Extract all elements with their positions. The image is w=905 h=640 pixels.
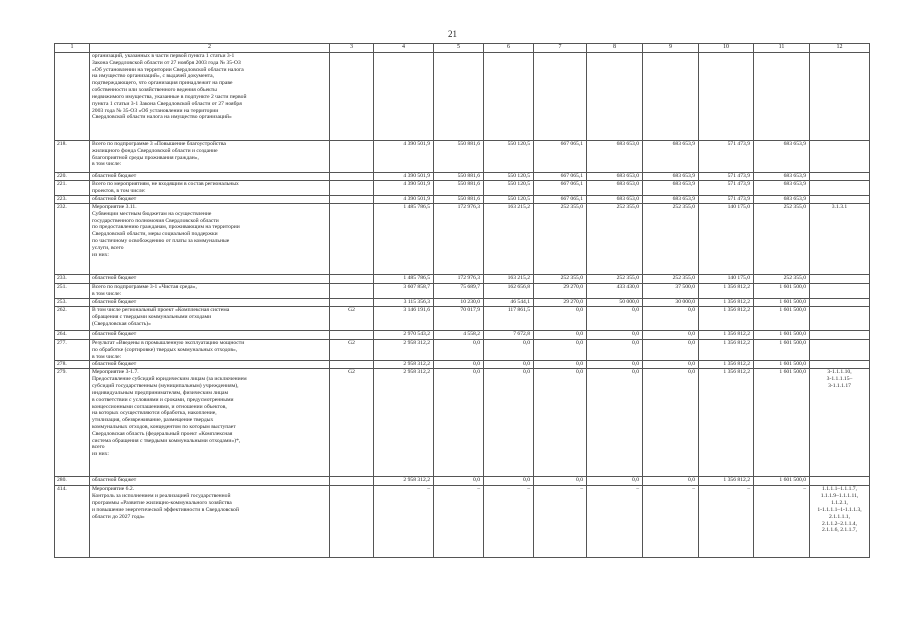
amount-cell [374, 53, 434, 141]
project-code-cell [330, 173, 374, 181]
amount-cell: 29 270,0 [534, 284, 587, 299]
project-code-cell: G2 [330, 307, 374, 331]
amount-cell: 3 607 858,7 [374, 284, 434, 299]
row-number-cell: 223. [55, 196, 90, 204]
row-description-cell: областной бюджет [90, 477, 330, 486]
amount-cell: 683 653,0 [587, 181, 643, 196]
amount-cell: 550 881,6 [434, 196, 484, 204]
table-row [55, 307, 870, 331]
amount-cell [534, 53, 587, 141]
amount-cell: – [754, 486, 810, 558]
amount-cell: 2 958 312,2 [374, 477, 434, 486]
amount-cell: 1 601 500,0 [754, 361, 810, 369]
amount-cell: 3 146 191,6 [374, 307, 434, 331]
amount-cell: 550 881,6 [434, 141, 484, 173]
amount-cell: 0,0 [534, 307, 587, 331]
amount-cell: 1 356 812,2 [699, 284, 754, 299]
amount-cell: 550 120,5 [484, 196, 534, 204]
table-row [55, 53, 870, 141]
amount-cell: 667 065,1 [534, 196, 587, 204]
amount-cell: 0,0 [587, 340, 643, 361]
amount-cell: 0,0 [643, 307, 699, 331]
row-description-cell: Всего по подпрограмме 3-1 «Чистая среда», в том числе: [90, 284, 330, 299]
amount-cell: 0,0 [643, 477, 699, 486]
row-number-cell: 251. [55, 284, 90, 299]
table-row [55, 331, 870, 340]
table-row [55, 284, 870, 299]
amount-cell: 1 356 812,2 [699, 477, 754, 486]
amount-cell: 683 653,9 [643, 196, 699, 204]
amount-cell: 140 175,0 [699, 275, 754, 284]
amount-cell: 1 356 812,2 [699, 340, 754, 361]
column-number-7: 7 [534, 44, 587, 53]
amount-cell: 683 653,0 [587, 196, 643, 204]
amount-cell: 1 601 500,0 [754, 477, 810, 486]
amount-cell: 550 120,5 [484, 141, 534, 173]
amount-cell: 1 601 500,0 [754, 307, 810, 331]
table-row [55, 477, 870, 486]
amount-cell: 550 120,5 [484, 173, 534, 181]
amount-cell: 0,0 [534, 361, 587, 369]
amount-cell: 10 230,0 [434, 299, 484, 307]
amount-cell: 1 356 812,2 [699, 369, 754, 477]
row-number-cell: 253. [55, 299, 90, 307]
project-code-cell [330, 181, 374, 196]
row-number-cell: 262. [55, 307, 90, 331]
target-indicator-cell [810, 361, 870, 369]
amount-cell: 683 653,9 [643, 181, 699, 196]
project-code-cell [330, 196, 374, 204]
row-number-cell: 277. [55, 340, 90, 361]
amount-cell: 0,0 [434, 340, 484, 361]
row-number-cell: 280. [55, 477, 90, 486]
amount-cell: 1 601 500,0 [754, 369, 810, 477]
amount-cell: 571 473,9 [699, 196, 754, 204]
amount-cell: 683 653,9 [754, 173, 810, 181]
amount-cell: 252 355,0 [643, 275, 699, 284]
project-code-cell [330, 486, 374, 558]
amount-cell: 252 355,0 [754, 204, 810, 275]
amount-cell: 571 473,9 [699, 173, 754, 181]
row-description-cell: областной бюджет [90, 173, 330, 181]
amount-cell: 1 485 786,5 [374, 275, 434, 284]
amount-cell: 0,0 [587, 361, 643, 369]
amount-cell: 1 485 786,5 [374, 204, 434, 275]
amount-cell: 46 544,1 [484, 299, 534, 307]
target-indicator-cell [810, 181, 870, 196]
amount-cell: 37 500,0 [643, 284, 699, 299]
target-indicator-cell [810, 196, 870, 204]
amount-cell: – [484, 486, 534, 558]
column-number-10: 10 [699, 44, 754, 53]
amount-cell [587, 53, 643, 141]
amount-cell: 0,0 [484, 477, 534, 486]
amount-cell: 0,0 [484, 361, 534, 369]
amount-cell: 667 065,1 [534, 141, 587, 173]
column-number-1: 1 [55, 44, 90, 53]
row-description-cell: организаций, указанных в части первой пункта 1 статьи 3-1 Закона Свердловской области от 27 ноября 2003 года № 35-ОЗ «Об установлении на территории Свердловской области налога на имущество организаций», с выдачей документа, подтверждающего, что организация принадлежит на праве собственности или хозяйственного ведения объекты недвижимого имущества, указанные в подпункте 2 части первой пункта 1 статьи 3-1 Закона Свердловской области от 27 ноября 2003 года № 35-ОЗ «Об установлении на территории Свердловской области налога на имущество организаций» [90, 53, 330, 141]
amount-cell: 1 601 500,0 [754, 331, 810, 340]
amount-cell: 0,0 [434, 361, 484, 369]
table-row [55, 181, 870, 196]
amount-cell: 0,0 [643, 369, 699, 477]
table-row [55, 486, 870, 558]
row-number-cell: 232. [55, 204, 90, 275]
target-indicator-cell [810, 299, 870, 307]
amount-cell: – [374, 486, 434, 558]
amount-cell: – [434, 486, 484, 558]
amount-cell: 571 473,9 [699, 181, 754, 196]
amount-cell: 683 653,0 [587, 173, 643, 181]
amount-cell: 1 601 500,0 [754, 284, 810, 299]
amount-cell: 172 976,3 [434, 204, 484, 275]
row-description-cell: Всего по подпрограмме 3 «Повышение благоустройства жилищного фонда Свердловской области и создание благоприятной среды проживания граждан», в том числе: [90, 141, 330, 173]
target-indicator-cell [810, 141, 870, 173]
table-row [55, 141, 870, 173]
amount-cell: 683 653,0 [587, 141, 643, 173]
amount-cell: 29 270,0 [534, 299, 587, 307]
amount-cell: 0,0 [587, 477, 643, 486]
amount-cell: – [587, 486, 643, 558]
target-indicator-cell [810, 53, 870, 141]
amount-cell: 683 653,9 [643, 173, 699, 181]
row-description-cell: Мероприятие 6.2. Контроль за исполнением и реализацией государственной программы «Развитие жилищно-коммунального хозяйства и повышение энергетической эффективности в Свердловской области до 2027 года» [90, 486, 330, 558]
amount-cell: 667 065,1 [534, 181, 587, 196]
target-indicator-cell [810, 477, 870, 486]
amount-cell: 0,0 [484, 340, 534, 361]
amount-cell: 1 356 812,2 [699, 307, 754, 331]
row-number-cell: 218. [55, 141, 90, 173]
target-indicator-cell [810, 331, 870, 340]
amount-cell: 2 958 312,2 [374, 369, 434, 477]
amount-cell: 2 958 312,2 [374, 340, 434, 361]
row-description-cell: областной бюджет [90, 331, 330, 340]
amount-cell: 117 861,5 [484, 307, 534, 331]
column-number-8: 8 [587, 44, 643, 53]
target-indicator-cell: 1.1.1.1–1.1.1.7, 1.1.1.9–1.1.1.11, 1.1.2.1, 1-1.1.1.1–1-1.1.1.3, 2.1.1.1.1, 2.1.1.2–2.1.1.4, 2.1.1.6, 2.1.1.7, [810, 486, 870, 558]
amount-cell: 4 390 501,9 [374, 141, 434, 173]
row-description-cell: Мероприятие 3.11. Субвенции местным бюджетам на осуществление государственного полномочия Свердловской области по предоставлению гражданам, проживающим на территории Свердловской области, меры социальной поддержки по частичному освобождению от платы за коммунальные услуги, всего из них: [90, 204, 330, 275]
amount-cell: 0,0 [534, 331, 587, 340]
amount-cell: 1 601 500,0 [754, 340, 810, 361]
amount-cell: 550 120,5 [484, 181, 534, 196]
row-number-cell: 220. [55, 173, 90, 181]
project-code-cell [330, 141, 374, 173]
amount-cell: – [699, 486, 754, 558]
row-number-cell: 233. [55, 275, 90, 284]
amount-cell: 683 653,9 [643, 141, 699, 173]
amount-cell: 4 390 501,9 [374, 173, 434, 181]
row-description-cell: областной бюджет [90, 299, 330, 307]
table-row [55, 173, 870, 181]
row-number-cell [55, 53, 90, 141]
row-number-cell: 278. [55, 361, 90, 369]
row-number-cell: 264. [55, 331, 90, 340]
project-code-cell [330, 331, 374, 340]
target-indicator-cell [810, 307, 870, 331]
target-indicator-cell: 3.1.3.1 [810, 204, 870, 275]
amount-cell: 2 958 312,2 [374, 361, 434, 369]
row-description-cell: Мероприятие 3-1.7. Предоставление субсидий юридическим лицам (за исключением субсидий государственным (муниципальным) учреждениям), индивидуальным предпринимателям, физическим лицам в соответствии с условиями и сроками, предусмотренными концессионными соглашениями, и отношении объектов, на которых осуществляются обработка, накопление, утилизация, обезвреживание, размещение твердых коммунальных отходов, концедентом по которым выступает Свердловская область (федеральный проект «Комплексная система обращения с твердыми коммунальными отходами»)*, всего из них: [90, 369, 330, 477]
amount-cell [699, 53, 754, 141]
amount-cell: 4 390 501,9 [374, 196, 434, 204]
amount-cell: 252 355,0 [643, 204, 699, 275]
amount-cell: 1 356 812,2 [699, 331, 754, 340]
amount-cell: 7 672,8 [484, 331, 534, 340]
amount-cell: 4 390 501,9 [374, 181, 434, 196]
amount-cell: 2 970 543,2 [374, 331, 434, 340]
amount-cell: 550 881,6 [434, 173, 484, 181]
column-number-12: 12 [810, 44, 870, 53]
column-number-3: 3 [330, 44, 374, 53]
table-row [55, 299, 870, 307]
row-number-cell: 221. [55, 181, 90, 196]
project-code-cell: G2 [330, 369, 374, 477]
amount-cell: 571 473,9 [699, 141, 754, 173]
table-row [55, 204, 870, 275]
amount-cell: 1 356 812,2 [699, 299, 754, 307]
table-row [55, 340, 870, 361]
amount-cell: 550 881,6 [434, 181, 484, 196]
amount-cell: 0,0 [587, 307, 643, 331]
amount-cell: 0,0 [643, 340, 699, 361]
amount-cell: 70 017,9 [434, 307, 484, 331]
amount-cell: 162 656,8 [484, 284, 534, 299]
table-row [55, 369, 870, 477]
table-row [55, 275, 870, 284]
amount-cell: 667 065,1 [534, 173, 587, 181]
amount-cell: 252 355,0 [587, 275, 643, 284]
amount-cell: 0,0 [484, 369, 534, 477]
amount-cell: – [643, 486, 699, 558]
table-row [55, 196, 870, 204]
amount-cell: 163 215,2 [484, 275, 534, 284]
column-number-5: 5 [434, 44, 484, 53]
row-description-cell: областной бюджет [90, 196, 330, 204]
project-code-cell [330, 361, 374, 369]
project-code-cell [330, 477, 374, 486]
row-description-cell: Всего по мероприятиям, не входящим в состав региональных проектов, в том числе: [90, 181, 330, 196]
amount-cell: 140 175,0 [699, 204, 754, 275]
amount-cell: 0,0 [587, 369, 643, 477]
amount-cell: 683 653,9 [754, 141, 810, 173]
amount-cell: 683 653,9 [754, 196, 810, 204]
project-code-cell [330, 299, 374, 307]
program-budget-table [54, 43, 870, 558]
project-code-cell [330, 53, 374, 141]
target-indicator-cell [810, 173, 870, 181]
target-indicator-cell [810, 275, 870, 284]
project-code-cell [330, 284, 374, 299]
amount-cell: 683 653,9 [754, 181, 810, 196]
project-code-cell: G2 [330, 340, 374, 361]
column-number-6: 6 [484, 44, 534, 53]
column-number-2: 2 [90, 44, 330, 53]
table-body [55, 53, 870, 558]
amount-cell: 0,0 [534, 477, 587, 486]
row-description-cell: областной бюджет [90, 361, 330, 369]
amount-cell: 252 355,0 [754, 275, 810, 284]
row-description-cell: В том числе региональный проект «Комплексная система обращения с твердыми коммунальными отходами (Свердловская область)» [90, 307, 330, 331]
page-number: 21 [448, 29, 457, 39]
column-number-4: 4 [374, 44, 434, 53]
column-number-9: 9 [643, 44, 699, 53]
amount-cell: 1 601 500,0 [754, 299, 810, 307]
project-code-cell [330, 204, 374, 275]
amount-cell: 0,0 [643, 331, 699, 340]
amount-cell: 433 430,0 [587, 284, 643, 299]
target-indicator-cell [810, 284, 870, 299]
amount-cell: 252 355,0 [534, 204, 587, 275]
amount-cell [434, 53, 484, 141]
row-description-cell: Результат «Введены в промышленную эксплуатацию мощности по обработке (сортировке) твердых коммунальных отходов», в том числе: [90, 340, 330, 361]
amount-cell: 0,0 [643, 361, 699, 369]
amount-cell: 4 558,2 [434, 331, 484, 340]
column-number-row [55, 44, 870, 53]
amount-cell: 252 355,0 [587, 204, 643, 275]
amount-cell: – [534, 486, 587, 558]
amount-cell [484, 53, 534, 141]
amount-cell: 3 115 356,3 [374, 299, 434, 307]
amount-cell: 50 000,0 [587, 299, 643, 307]
amount-cell: 0,0 [534, 369, 587, 477]
amount-cell: 163 215,2 [484, 204, 534, 275]
amount-cell [643, 53, 699, 141]
amount-cell: 0,0 [587, 331, 643, 340]
row-number-cell: 414. [55, 486, 90, 558]
table-row [55, 361, 870, 369]
amount-cell: 0,0 [434, 477, 484, 486]
amount-cell: 172 976,3 [434, 275, 484, 284]
row-description-cell: областной бюджет [90, 275, 330, 284]
column-number-11: 11 [754, 44, 810, 53]
amount-cell: 0,0 [434, 369, 484, 477]
project-code-cell [330, 275, 374, 284]
amount-cell [754, 53, 810, 141]
row-number-cell: 279. [55, 369, 90, 477]
amount-cell: 75 689,7 [434, 284, 484, 299]
target-indicator-cell: 3-1.1.1.10, 3-1.1.1.15– 3-1.1.1.17 [810, 369, 870, 477]
amount-cell: 30 000,0 [643, 299, 699, 307]
amount-cell: 0,0 [534, 340, 587, 361]
amount-cell: 252 355,0 [534, 275, 587, 284]
target-indicator-cell [810, 340, 870, 361]
amount-cell: 1 356 812,2 [699, 361, 754, 369]
